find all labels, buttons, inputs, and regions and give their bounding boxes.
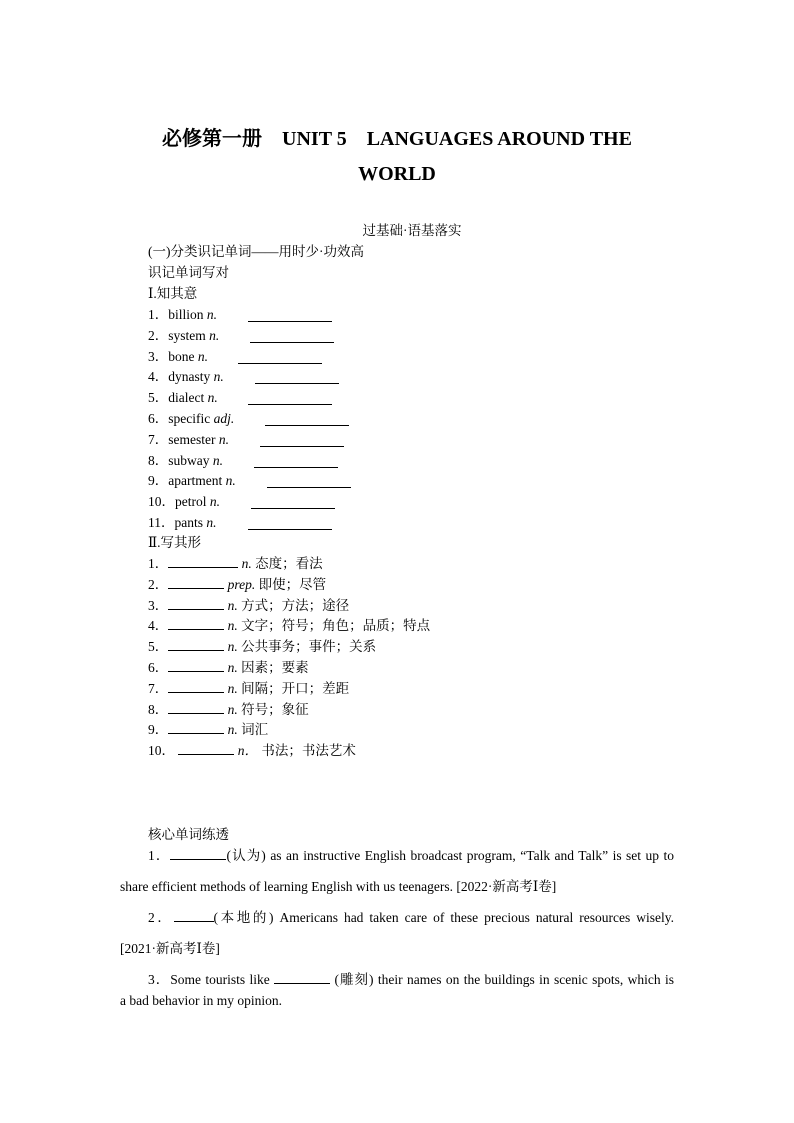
part2-item: 7． n. 间隔；开口；差距 (148, 680, 350, 696)
part2-item: 10． n． 书法；书法艺术 (148, 743, 356, 759)
core-question-2: 2． (本地的) Americans had taken care of these precious natural resources wisely. (148, 910, 675, 925)
part2-item: 5． n. 公共事务；事件；关系 (148, 639, 377, 655)
part2-item: 9． n. 词汇 (148, 722, 269, 738)
part2-item: 4． n. 文字；符号；角色；品质；特点 (148, 618, 431, 634)
core-question-2-line2: [2021·新高考Ⅰ卷] (120, 941, 220, 956)
answer-blank[interactable] (260, 434, 344, 447)
answer-blank[interactable] (168, 680, 224, 693)
part1-heading: Ⅰ.知其意 (148, 286, 198, 301)
part1-item: 3．bone n. (148, 348, 208, 364)
part1-item: 10．petrol n. (148, 494, 220, 510)
section-heading: 过基础·语基落实 (362, 223, 462, 238)
sub-heading: (一)分类识记单词——用时少·功效高 (148, 244, 364, 259)
part-heading: 识记单词写对 (148, 265, 229, 280)
answer-blank[interactable] (168, 721, 224, 734)
core-question-1-line2: share efficient methods of learning English with us teenagers. [2022·新高考Ⅰ卷] (120, 879, 557, 894)
page-title-line1: 必修第一册 UNIT 5 LANGUAGES AROUND THE (162, 128, 632, 150)
part2-heading: Ⅱ.写其形 (148, 535, 202, 550)
core-heading: 核心单词练透 (148, 827, 229, 842)
part1-item: 1．billion n. (148, 307, 218, 322)
part2-item: 1． n. 态度；看法 (148, 556, 323, 571)
answer-blank[interactable] (248, 309, 332, 322)
page-title-line2: WORLD (358, 163, 436, 185)
answer-blank[interactable] (178, 742, 234, 755)
answer-blank[interactable] (168, 555, 238, 568)
part2-item: 8． n. 符号；象征 (148, 701, 309, 717)
answer-blank[interactable] (274, 971, 330, 984)
part1-item: 2．system n. (148, 327, 220, 343)
answer-blank[interactable] (250, 330, 334, 343)
part1-item: 8．subway n. (148, 452, 223, 468)
part1-item: 4．dynasty n. (148, 369, 224, 385)
part1-item: 11．pants n. (148, 515, 217, 530)
answer-blank[interactable] (254, 455, 338, 468)
answer-blank[interactable] (168, 576, 224, 589)
part2-item: 3． n. 方式；方法；途径 (148, 597, 350, 613)
answer-blank[interactable] (168, 659, 224, 672)
part2-item: 6． n. 因素；要素 (148, 660, 309, 675)
part1-item: 7．semester n. (148, 431, 229, 447)
answer-blank[interactable] (265, 413, 349, 426)
part1-item: 9．apartment n. (148, 473, 236, 489)
core-question-1: 1． (认为) as an instructive English broadcast program, “Talk and Talk” is set up to (148, 848, 675, 863)
answer-blank[interactable] (267, 475, 351, 488)
answer-blank[interactable] (255, 371, 339, 384)
core-question-3: 3．Some tourists like (雕刻) their names on the buildings in scenic spots, which is (148, 972, 675, 987)
answer-blank[interactable] (168, 701, 224, 714)
part1-item: 5．dialect n. (148, 390, 218, 406)
answer-blank[interactable] (248, 517, 332, 530)
part1-item: 6．specific adj. (148, 411, 235, 426)
answer-blank[interactable] (238, 351, 322, 364)
answer-blank[interactable] (174, 909, 214, 922)
answer-blank[interactable] (251, 496, 335, 509)
answer-blank[interactable] (168, 638, 224, 651)
answer-blank[interactable] (168, 597, 224, 610)
core-question-3-line2: a bad behavior in my opinion. (120, 993, 282, 1008)
part2-item: 2． prep. 即使；尽管 (148, 576, 327, 592)
answer-blank[interactable] (170, 847, 226, 860)
answer-blank[interactable] (248, 392, 332, 405)
answer-blank[interactable] (168, 617, 224, 630)
